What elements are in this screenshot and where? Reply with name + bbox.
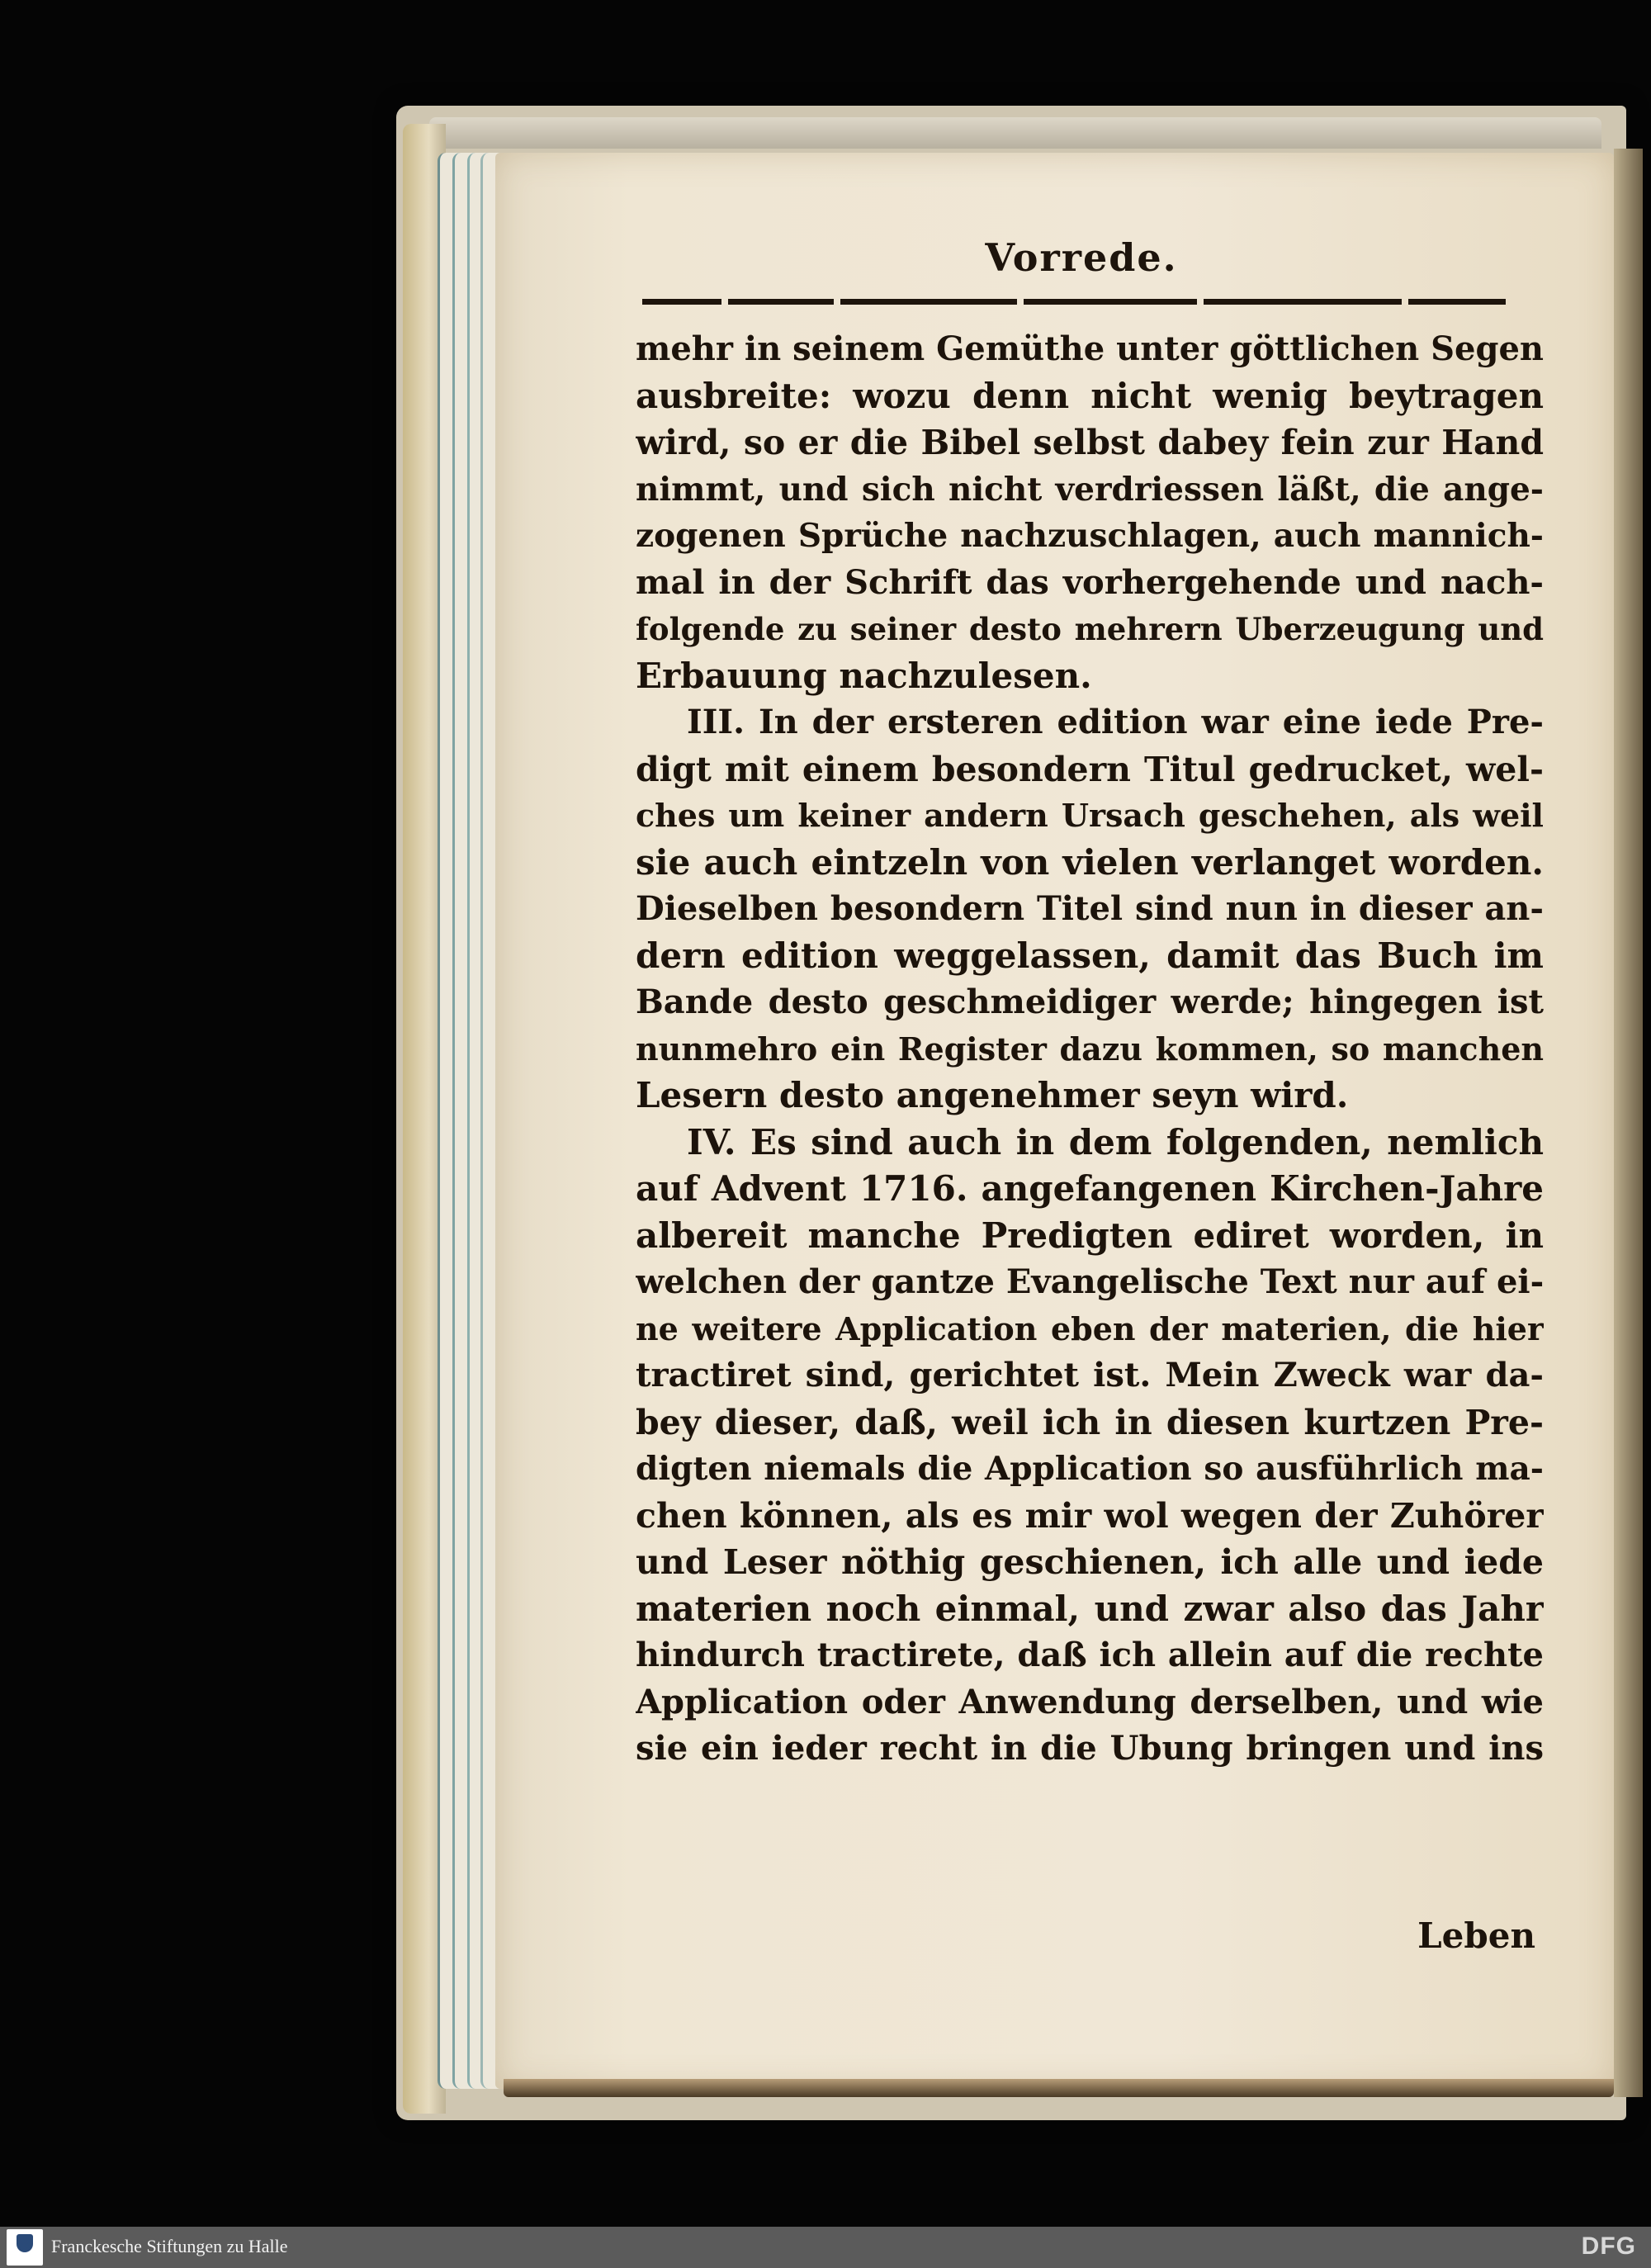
text-line: ausbreite: wozu denn nicht wenig beytragen (636, 375, 1544, 416)
rule-segment (1204, 299, 1402, 305)
rule-segment (1408, 299, 1506, 305)
section-start-line: III. In der ersteren edition war eine iede Pre- (687, 703, 1544, 741)
text-line: nunmehro ein Register dazu kommen, so manchen (636, 1030, 1544, 1068)
section-start-line: IV. Es sind auch in dem folgenden, nemlich (687, 1121, 1544, 1162)
text-line: Dieselben besondern Titel sind nun in dieser an- (636, 889, 1544, 928)
rule-segment (1024, 299, 1197, 305)
body-text (636, 326, 1544, 1986)
text-line: welchen der gantze Evangelische Text nur auf ei- (636, 1262, 1544, 1301)
page-gutter-shadow (1614, 149, 1643, 2097)
text-line: chen können, als es mir wol wegen der Zuhörer (636, 1495, 1544, 1536)
text-line: dern edition weggelassen, damit das Buch im (636, 935, 1544, 976)
rule-segment (840, 299, 1017, 305)
catchword: Leben (1417, 1915, 1535, 1956)
text-line: albereit manche Predigten ediret worden, in (636, 1214, 1544, 1256)
text-line: Application oder Anwendung derselben, und wie (636, 1682, 1544, 1721)
text-line: ches um keiner andern Ursach geschehen, als weil (636, 797, 1544, 834)
cover-top-edge (429, 117, 1601, 149)
rule-segment (728, 299, 834, 305)
text-line: zogenen Sprüche nachzuschlagen, auch mannich- (636, 517, 1544, 555)
logo-emblem-icon (17, 2234, 33, 2252)
text-line: sie auch eintzeln von vielen verlanget worden. (636, 841, 1544, 883)
text-line: mehr in seinem Gemüthe unter göttlichen Segen (636, 329, 1544, 368)
text-line: Erbauung nachzulesen. (636, 655, 1092, 696)
text-line: nimmt, und sich nicht verdriessen läßt, die ange- (636, 470, 1544, 509)
text-line: tractiret sind, gerichtet ist. Mein Zweck war da- (636, 1356, 1544, 1394)
text-line: auf Advent 1716. angefangenen Kirchen-Jahre (636, 1168, 1544, 1209)
rule-segment (642, 299, 721, 305)
text-line: folgende zu seiner desto mehrern Uberzeugung und (636, 611, 1544, 647)
text-line: sie ein ieder recht in die Ubung bringen und ins (636, 1729, 1544, 1768)
text-line: materien noch einmal, und zwar also das Jahr (636, 1588, 1544, 1629)
head-rule (642, 299, 1539, 309)
text-line: digt mit einem besondern Titul gedrucket, wel- (636, 749, 1544, 789)
footer-credit: Franckesche Stiftungen zu Halle (51, 2236, 288, 2256)
page-bottom-edge (504, 2079, 1614, 2097)
text-line: hindurch tractirete, daß ich allein auf die rechte (636, 1636, 1544, 1674)
text-line: Bande desto geschmeidiger werde; hingegen ist (636, 982, 1544, 1021)
text-line: digten niemals die Application so ausführlich ma- (636, 1450, 1544, 1488)
text-line: bey dieser, daß, weil ich in diesen kurtzen Pre- (636, 1402, 1544, 1442)
text-line: mal in der Schrift das vorhergehende und nach- (636, 562, 1544, 602)
text-line: wird, so er die Bibel selbst dabey fein zur Hand (636, 423, 1544, 462)
text-line: Lesern desto angenehmer seyn wird. (636, 1075, 1349, 1115)
text-line: und Leser nöthig geschienen, ich alle und iede (636, 1542, 1544, 1582)
running-head: Vorrede. (985, 235, 1178, 280)
text-line: ne weitere Application eben der materien, die hier (636, 1309, 1544, 1347)
dfg-badge: DFG (1581, 2232, 1636, 2260)
